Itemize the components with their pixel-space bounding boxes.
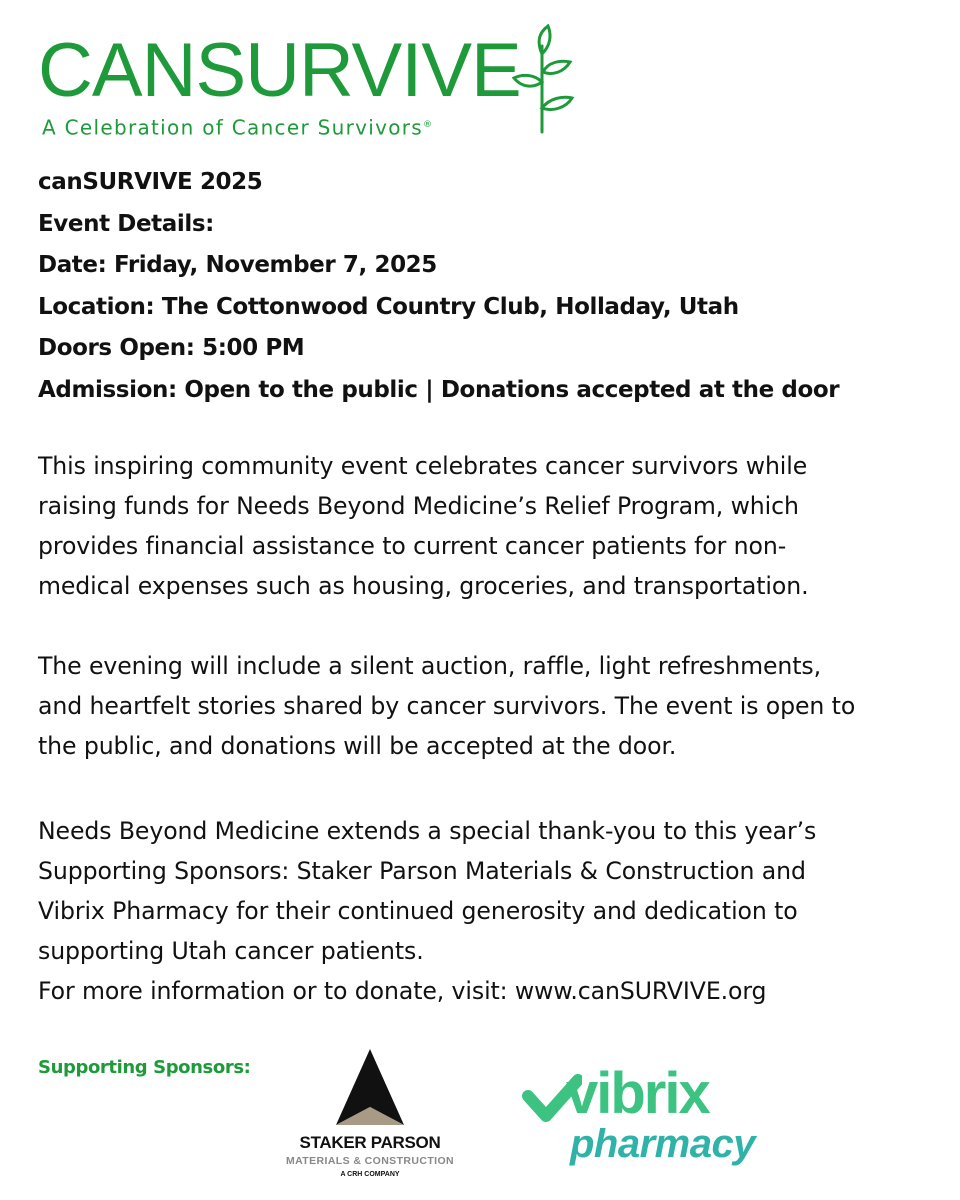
- event-details: [38, 162, 839, 412]
- event-details-heading: Event Details:: [38, 210, 214, 237]
- staker-triangle-icon: [280, 1045, 460, 1131]
- intro-paragraph: This inspiring community event celebrates cancer survivors while raising funds for Needs Beyond Medicine’s Relief Program, which provides financial assistance to current cancer patients for non- medical expenses such as housing, groceries, and transportation.: [38, 452, 809, 600]
- logo-wordmark: CANSURVIVE: [38, 28, 521, 113]
- website-line: For more information or to donate, visit: www.canSURVIVE.org: [38, 977, 767, 1005]
- sprout-icon: [508, 24, 578, 134]
- cansurvive-logo: [38, 28, 578, 140]
- staker-parson-logo: STAKER PARSON MATERIALS & CONSTRUCTION A CRH COMPANY: [280, 1045, 460, 1185]
- event-location: Location: The Cottonwood Country Club, Holladay, Utah: [38, 293, 739, 320]
- logo-tagline: A Celebration of Cancer Survivors®: [42, 115, 434, 140]
- evening-paragraph: The evening will include a silent auction, raffle, light refreshments, and heartfelt stories shared by cancer survivors. The event is open to the public, and donations will be accepted at the door.: [38, 652, 856, 760]
- event-admission: Admission: Open to the public | Donations accepted at the door: [38, 376, 840, 403]
- thanks-paragraph: Needs Beyond Medicine extends a special thank-you to this year’s Supporting Sponsors: Staker Parson Materials & Construction and Vibrix Pharmacy for their continued generosity and dedication to supporting Utah cancer patients. For more information or to donate, visit: www.canSURVIVE.org: [38, 811, 928, 1011]
- sponsors-label: Supporting Sponsors:: [38, 1057, 251, 1078]
- event-title: canSURVIVE 2025: [38, 169, 263, 195]
- event-doors-open: Doors Open: 5:00 PM: [38, 335, 305, 362]
- vibrix-pharmacy-logo: vibrix pharmacy: [522, 1062, 792, 1172]
- event-date: Date: Friday, November 7, 2025: [38, 252, 437, 279]
